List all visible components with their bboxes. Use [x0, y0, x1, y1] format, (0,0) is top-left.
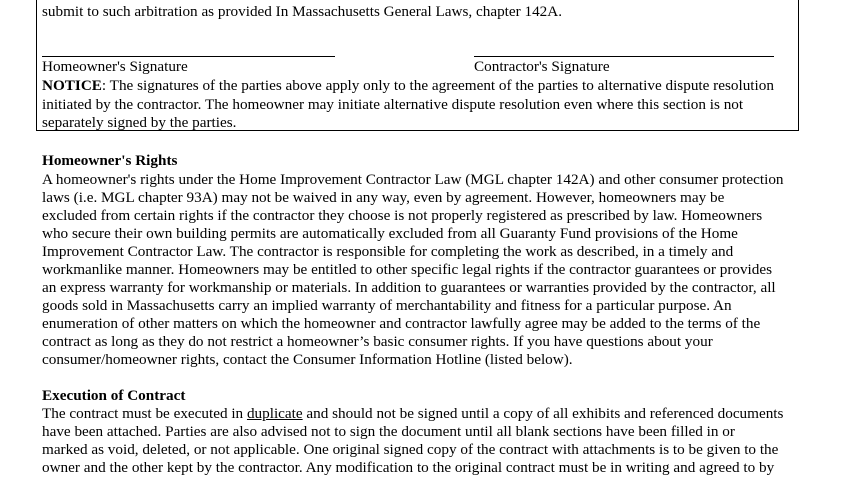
notice-text-1: : The signatures of the parties above apply only to the agreement of the parties to alternative dispute resolution: [101, 77, 774, 94]
rights-line: goods sold in Massachusetts carry an implied warranty of merchantability and fitness for a particular purpose. An: [42, 297, 732, 314]
rights-line: enumeration of other matters on which the homeowner and contractor lawfully agree may be added to the terms of the: [42, 315, 761, 332]
rights-heading: [42, 151, 177, 171]
contractor-signature-label: Contractor's Signature: [474, 58, 610, 75]
arbitration-text: submit to such arbitration as provided In Massachusetts General Laws, chapter 142A.: [42, 3, 563, 20]
notice-line-3: separately signed by the parties.: [42, 114, 237, 131]
execution-line: marked as void, deleted, or not applicable. One original signed copy of the contract with attachments is to be given to the: [42, 441, 779, 458]
rights-heading-text: Homeowner's Rights: [42, 152, 178, 169]
duplicate-underlined: duplicate: [246, 405, 303, 422]
notice-line-1: [42, 76, 774, 96]
rights-line: an express warranty for workmanship or materials. In addition to guarantees or warranties provided by the contractor, all: [42, 279, 776, 296]
execution-heading-text: Execution of Contract: [42, 387, 186, 404]
rights-line: laws (i.e. MGL chapter 93A) may not be waived in any way, even by agreement. However, homeowners may be: [42, 189, 725, 206]
rights-line: who secure their own building permits are automatically excluded from all Guaranty Fund provisions of the Home: [42, 225, 738, 242]
rights-line: workmanlike manner. Homeowners may be entitled to other specific legal rights if the contractor guarantees or provides: [42, 261, 773, 278]
execution-heading: [42, 386, 185, 406]
rights-line: consumer/homeowner rights, contact the Consumer Information Hotline (listed below).: [42, 351, 573, 368]
execution-line: owner and the other kept by the contractor. Any modification to the original contract must be in writing and agreed to by: [42, 459, 775, 476]
execution-line: [42, 404, 783, 424]
rights-line: A homeowner's rights under the Home Improvement Contractor Law (MGL chapter 142A) and other consumer protection: [42, 171, 784, 188]
rights-line: contract as long as they do not restrict a homeowner’s basic consumer rights. If you have questions about your: [42, 333, 713, 350]
execution-text: The contract must be executed in: [42, 405, 247, 422]
execution-text: and should not be signed until a copy of all exhibits and referenced documents: [302, 405, 784, 422]
notice-line-2: initiated by the contractor. The homeowner may initiate alternative dispute resolution even where this section is not: [42, 96, 744, 113]
rights-line: Improvement Contractor Law. The contractor is responsible for completing the work as described, in a timely and: [42, 243, 734, 260]
rights-line: excluded from certain rights if the contractor they choose is not properly registered as prescribed by law. Homeowners: [42, 207, 763, 224]
homeowner-signature-label: Homeowner's Signature: [42, 58, 188, 75]
execution-line: have been attached. Parties are also advised not to sign the document until all blank sections have been filled in or: [42, 423, 735, 440]
notice-label: NOTICE: [42, 77, 102, 94]
